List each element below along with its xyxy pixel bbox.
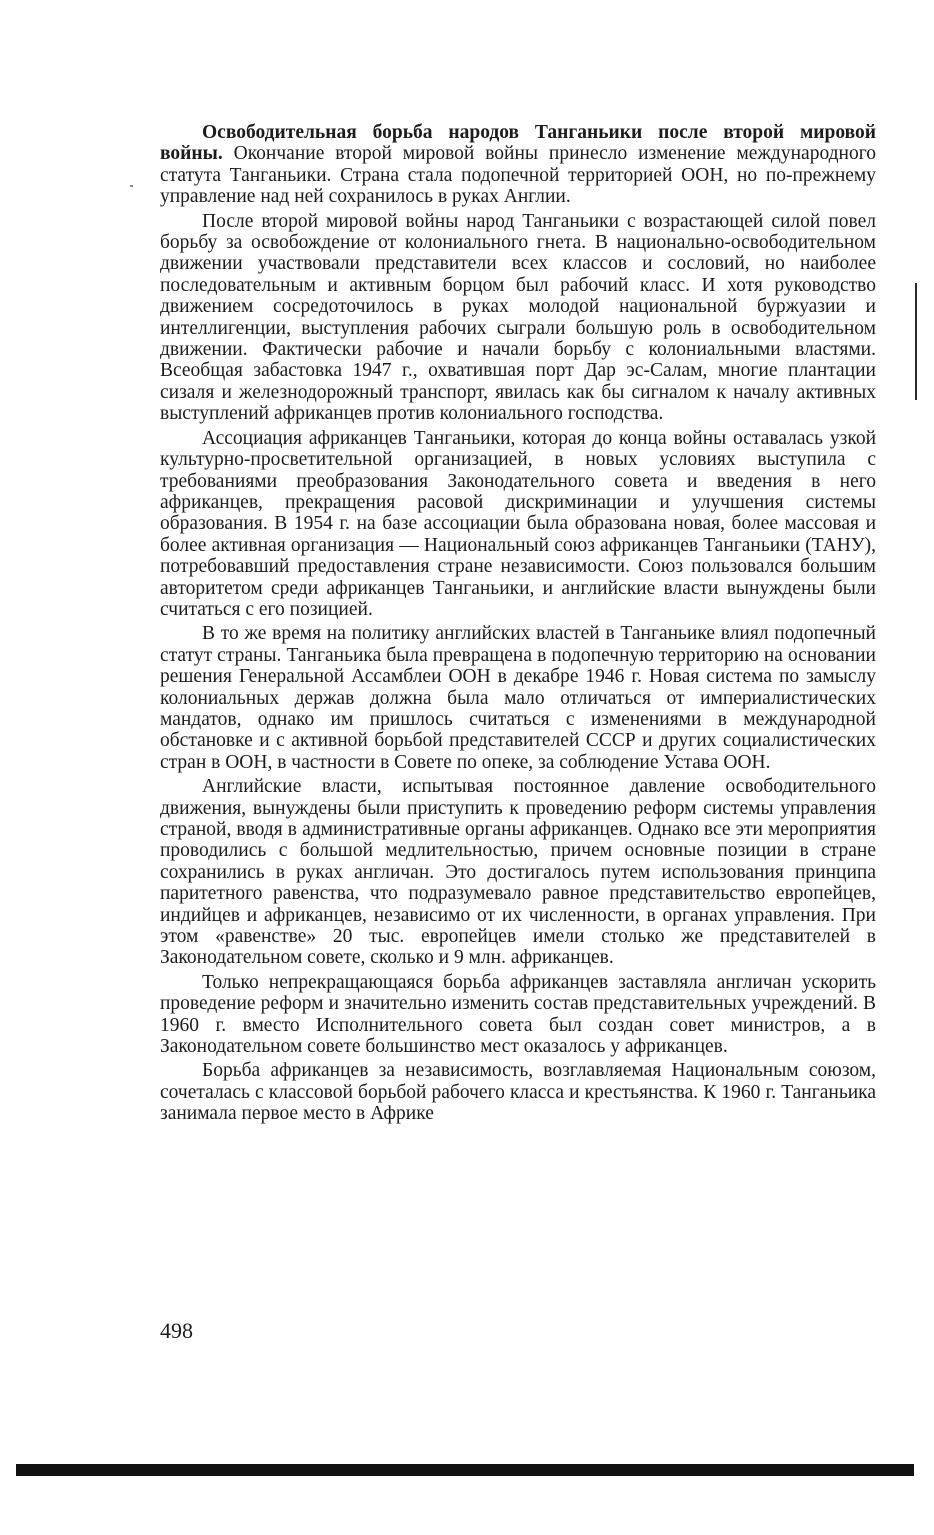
- margin-speck: [130, 185, 133, 187]
- body-text: [160, 122, 876, 1128]
- paragraph-2: После второй мировой войны народ Танганьики с возрастающей силой повел борьбу за освобождение от колониального гнета. В национально-освободительном движении участвовали представители всех классов и сословий, но наиболее последовательным и активным борцом был рабочий класс. И хотя руководство движением сосредоточилось в руках молодой национальной буржуазии и интеллигенции, выступления рабочих сыграли большую роль в освободительном движении. Фактически рабочие и начали борьбу с колониальными властями. Всеобщая забастовка 1947 г., охватившая порт Дар эс-Салам, многие плантации сизаля и железнодорожный транспорт, явилась как бы сигналом к началу активных выступлений африканцев против колониального господства.: [160, 210, 876, 425]
- paragraph-6: Только непрекращающаяся борьба африканцев заставляла англичан ускорить проведение реформ и значительно изменить состав представительных учреждений. В 1960 г. вместо Исполнительного совета был создан совет министров, а в Законодательном совете большинство мест оказалось у африканцев.: [160, 971, 876, 1058]
- section-heading: Освободительная борьба народов Танганьики после второй мировой войны.: [160, 122, 876, 165]
- paragraph-4: В то же время на политику английских властей в Танганьике влиял подопечный статут страны. Танганьика была превращена в подопечную территорию на основании решения Генеральной Ассамблеи ООН в декабре 1946 г. Новая система по замыслу колониальных держав должна была мало отличаться от империалистических мандатов, однако им пришлось считаться с изменениями в международной обстановке и с активной борьбой представителей СССР и других социалистических стран в ООН, в частности в Совете по опеке, за соблюдение Устава ООН.: [160, 623, 876, 773]
- page-number: 498: [160, 1318, 193, 1343]
- paragraph-7: Борьба африканцев за независимость, возглавляемая Национальным союзом, сочеталась с классовой борьбой рабочего класса и крестьянства. К 1960 г. Танганьика занимала первое место в Африке: [160, 1060, 876, 1125]
- margin-rule: [915, 283, 917, 400]
- paragraph-1: [160, 122, 876, 208]
- paragraph-1-text: Окончание второй мировой войны принесло изменение международного статута Танганьики. Страна стала подопечной территорией ООН, но по-прежнему управление над ней сохранилось в руках Англии.: [160, 143, 877, 208]
- paragraph-3: Ассоциация африканцев Танганьики, которая до конца войны оставалась узкой культурно-просветительной организацией, в новых условиях выступила с требованиями преобразования Законодательного совета и введения в него африканцев, прекращения расовой дискриминации и улучшения системы образования. В 1954 г. на базе ассоциации была образована новая, более массовая и более активная организация — Национальный союз африканцев Танганьики (ТАНУ), потребовавший предоставления стране независимости. Союз пользовался большим авторитетом среди африканцев Танганьики, и английские власти вынуждены были считаться с его позицией.: [160, 427, 876, 620]
- scan-edge-bar: [16, 1464, 914, 1476]
- paragraph-5: Английские власти, испытывая постоянное давление освободительного движения, вынуждены были приступить к проведению реформ системы управления страной, вводя в административные органы африканцев. Однако все эти мероприятия проводились с большой медлительностью, причем основные позиции в стране сохранились в руках англичан. Это достигалось путем использования принципа паритетного равенства, что подразумевало равное представительство европейцев, индийцев и африканцев, независимо от их численности, в органах управления. При этом «равенстве» 20 тыс. европейцев имели столько же представителей в Законодательном совете, сколько и 9 млн. африканцев.: [160, 776, 876, 969]
